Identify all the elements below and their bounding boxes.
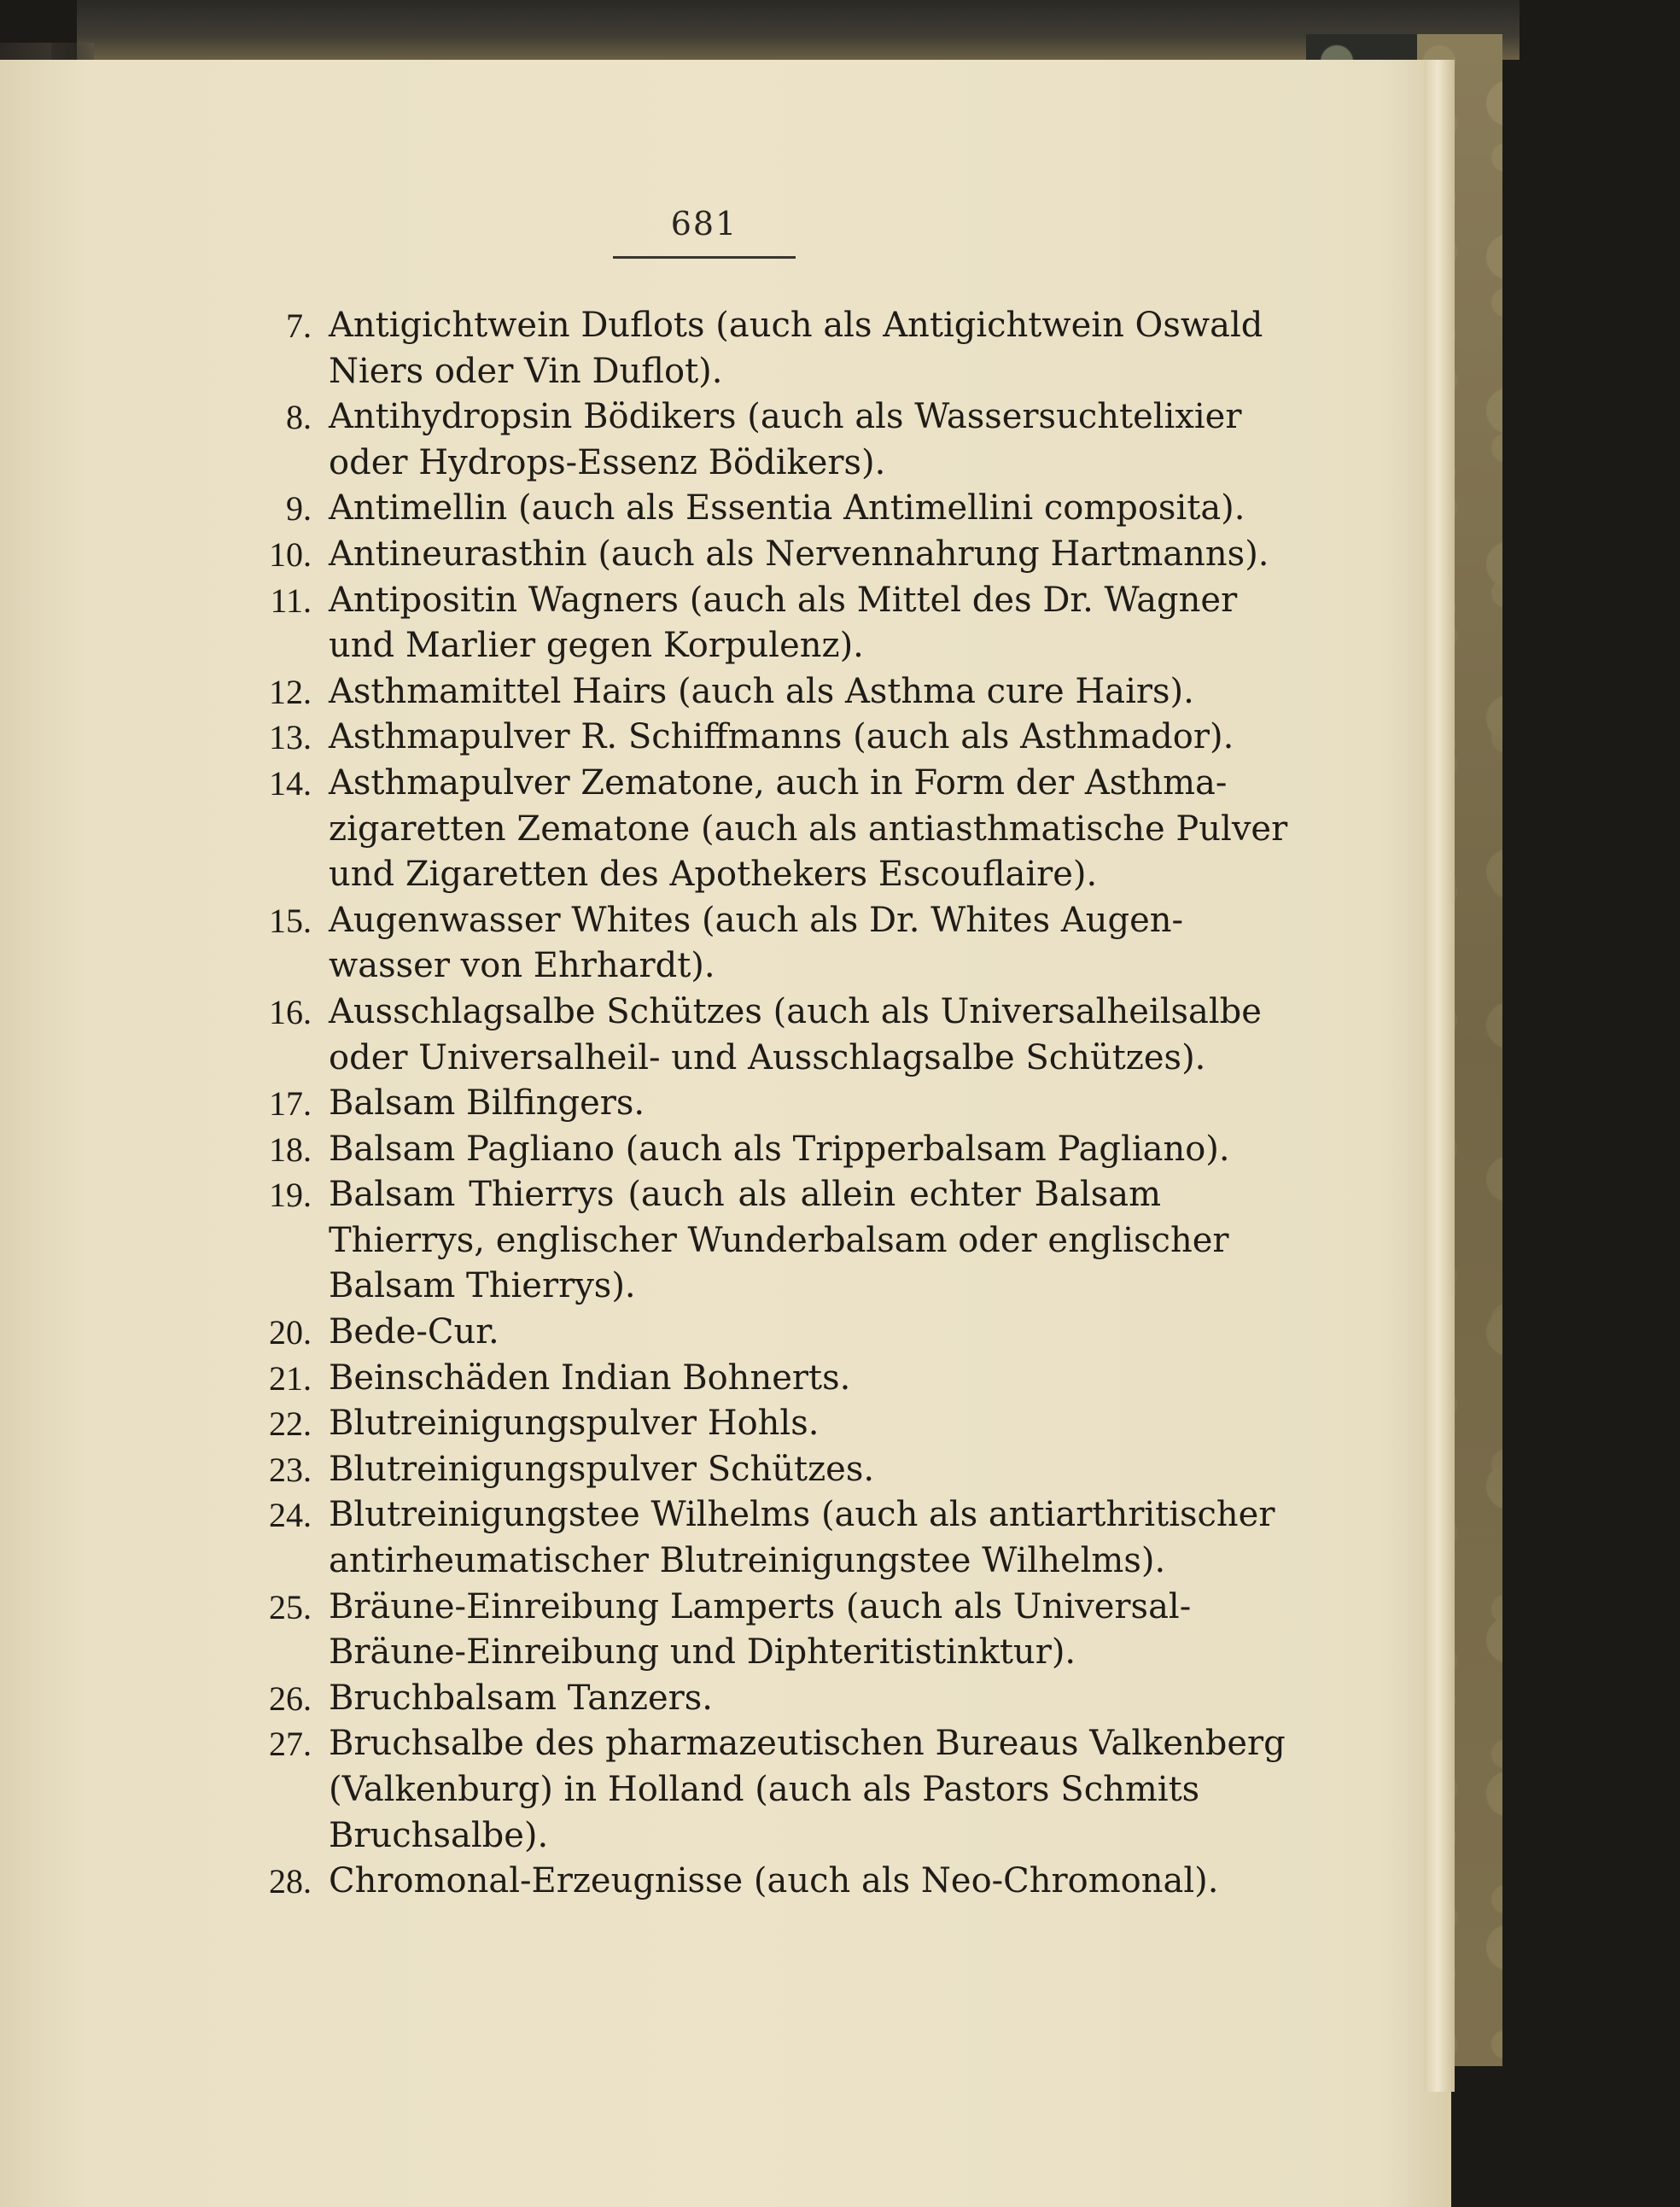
entry-text-line: oder Hydrops-Essenz Bödikers). (329, 442, 886, 482)
list-item (230, 1081, 1161, 1127)
list-item (230, 532, 1269, 578)
entry-text-line: Antineurasthin (auch als Nervennahrung Hartmanns). (329, 534, 1269, 574)
entry-number: 19. (269, 1176, 312, 1215)
list-item (230, 1859, 1219, 1905)
entry-number: 21. (269, 1358, 312, 1398)
list-item (230, 303, 1263, 394)
entry-text-line: Niers oder Vin Duflot). (329, 351, 723, 391)
entry-text-line: Bruchsalbe des pharmazeutischen Bureaus Valkenberg (329, 1724, 1286, 1764)
book-top-edge (77, 0, 1520, 60)
entry-text-line: wasser von Ehrhardt). (329, 946, 715, 986)
entry-number: 15. (269, 901, 312, 940)
entry-text-line: Balsam Pagliano (auch als Tripperbalsam Pagliano). (329, 1129, 1230, 1169)
entry-number: 8. (286, 398, 312, 437)
list-item (230, 578, 1238, 669)
entry-text-line: Bede-Cur. (329, 1312, 499, 1352)
entry-text-line: Bruchbalsam Tanzers. (329, 1678, 713, 1718)
entry-text-line: Balsam Thierrys (auch als allein echter Balsam (329, 1175, 1161, 1215)
list-item (230, 1447, 1161, 1493)
list-item (230, 715, 1234, 761)
page-fore-edge (1424, 60, 1455, 2092)
list-item (230, 990, 1262, 1081)
list-item (230, 1401, 1161, 1447)
entry-text-line: Thierrys, englischer Wunderbalsam oder englischer (329, 1220, 1229, 1260)
entry-text-line: Augenwasser Whites (auch als Dr. Whites Augen- (329, 900, 1184, 940)
entry-number: 22. (269, 1404, 312, 1444)
entry-text-line: antirheumatischer Blutreinigungstee Wilhelms). (329, 1541, 1166, 1581)
entry-number: 11. (270, 581, 312, 620)
entry-number: 7. (286, 307, 312, 345)
list-item (230, 898, 1184, 990)
entry-text-line: Antimellin (auch als Essentia Antimellini composita). (329, 488, 1245, 528)
list-item (230, 1310, 1161, 1356)
entry-number: 16. (269, 992, 312, 1031)
entry-number: 14. (269, 763, 312, 803)
entry-number: 9. (286, 489, 312, 528)
entry-text-line: Asthmapulver Zematone, auch in Form der Asthma- (329, 762, 1228, 803)
list-item (230, 394, 1242, 486)
entry-number: 20. (269, 1313, 312, 1352)
entry-text-line: Ausschlagsalbe Schützes (auch als Universalheilsalbe (329, 991, 1262, 1031)
entry-text-line: Asthmamittel Hairs (auch als Asthma cure Hairs). (329, 671, 1194, 711)
entry-text-line: Balsam Thierrys). (329, 1266, 636, 1306)
entry-text-line: zigaretten Zematone (auch als antiasthmatische Pulver (329, 809, 1288, 849)
entry-text-line: Antipositin Wagners (auch als Mittel des Dr. Wagner (329, 580, 1238, 620)
entry-text-line: und Marlier gegen Korpulenz). (329, 626, 864, 666)
list-item (230, 1172, 1229, 1310)
list-item (230, 669, 1194, 715)
list-item (230, 1721, 1286, 1859)
entry-text-line: Chromonal-Erzeugnisse (auch als Neo-Chromonal). (329, 1861, 1219, 1901)
entry-text-line: Bräune-Einreibung Lamperts (auch als Universal- (329, 1586, 1192, 1626)
list-item (230, 1127, 1230, 1173)
list-item (230, 1492, 1275, 1584)
list-item (230, 1585, 1192, 1676)
entry-number: 10. (269, 534, 312, 574)
page-number-rule (613, 256, 796, 259)
product-list (230, 303, 1288, 1905)
entry-number: 13. (269, 718, 312, 757)
entry-text-line: Blutreinigungspulver Schützes. (329, 1449, 875, 1489)
entry-text-line: Bruchsalbe). (329, 1815, 549, 1855)
entry-number: 27. (269, 1725, 312, 1764)
list-item (230, 1356, 1161, 1402)
entry-text-line: Antihydropsin Bödikers (auch als Wassersuchtelixier (329, 397, 1242, 437)
entry-number: 12. (269, 672, 312, 711)
entry-text-line: Asthmapulver R. Schiffmanns (auch als Asthmador). (329, 717, 1234, 757)
list-item (230, 1676, 1161, 1722)
entry-text-line: Beinschäden Indian Bohnerts. (329, 1357, 851, 1398)
entry-number: 26. (269, 1679, 312, 1718)
entry-text-line: oder Universalheil- und Ausschlagsalbe Schützes). (329, 1037, 1206, 1077)
entry-text-line: Balsam Bilfingers. (329, 1083, 645, 1124)
entry-number: 17. (269, 1084, 312, 1124)
entry-number: 18. (269, 1130, 312, 1169)
entry-text-line: und Zigaretten des Apothekers Escouflaire). (329, 855, 1098, 895)
entry-number: 24. (269, 1496, 312, 1535)
entry-number: 25. (269, 1587, 312, 1626)
entry-text-line: Blutreinigungspulver Hohls. (329, 1404, 820, 1444)
entry-text-line: Bräune-Einreibung und Diphteritistinktur). (329, 1632, 1076, 1673)
list-item (230, 486, 1245, 532)
entry-number: 28. (269, 1862, 312, 1901)
entry-text-line: Blutreinigungstee Wilhelms (auch als antiarthritischer (329, 1495, 1275, 1535)
entry-text-line: Antigichtwein Duflots (auch als Antigichtwein Oswald (329, 306, 1263, 345)
page-number: 681 (670, 205, 738, 242)
entry-number: 23. (269, 1450, 312, 1489)
list-item (230, 761, 1288, 898)
entry-text-line: (Valkenburg) in Holland (auch als Pastors Schmits (329, 1770, 1200, 1809)
